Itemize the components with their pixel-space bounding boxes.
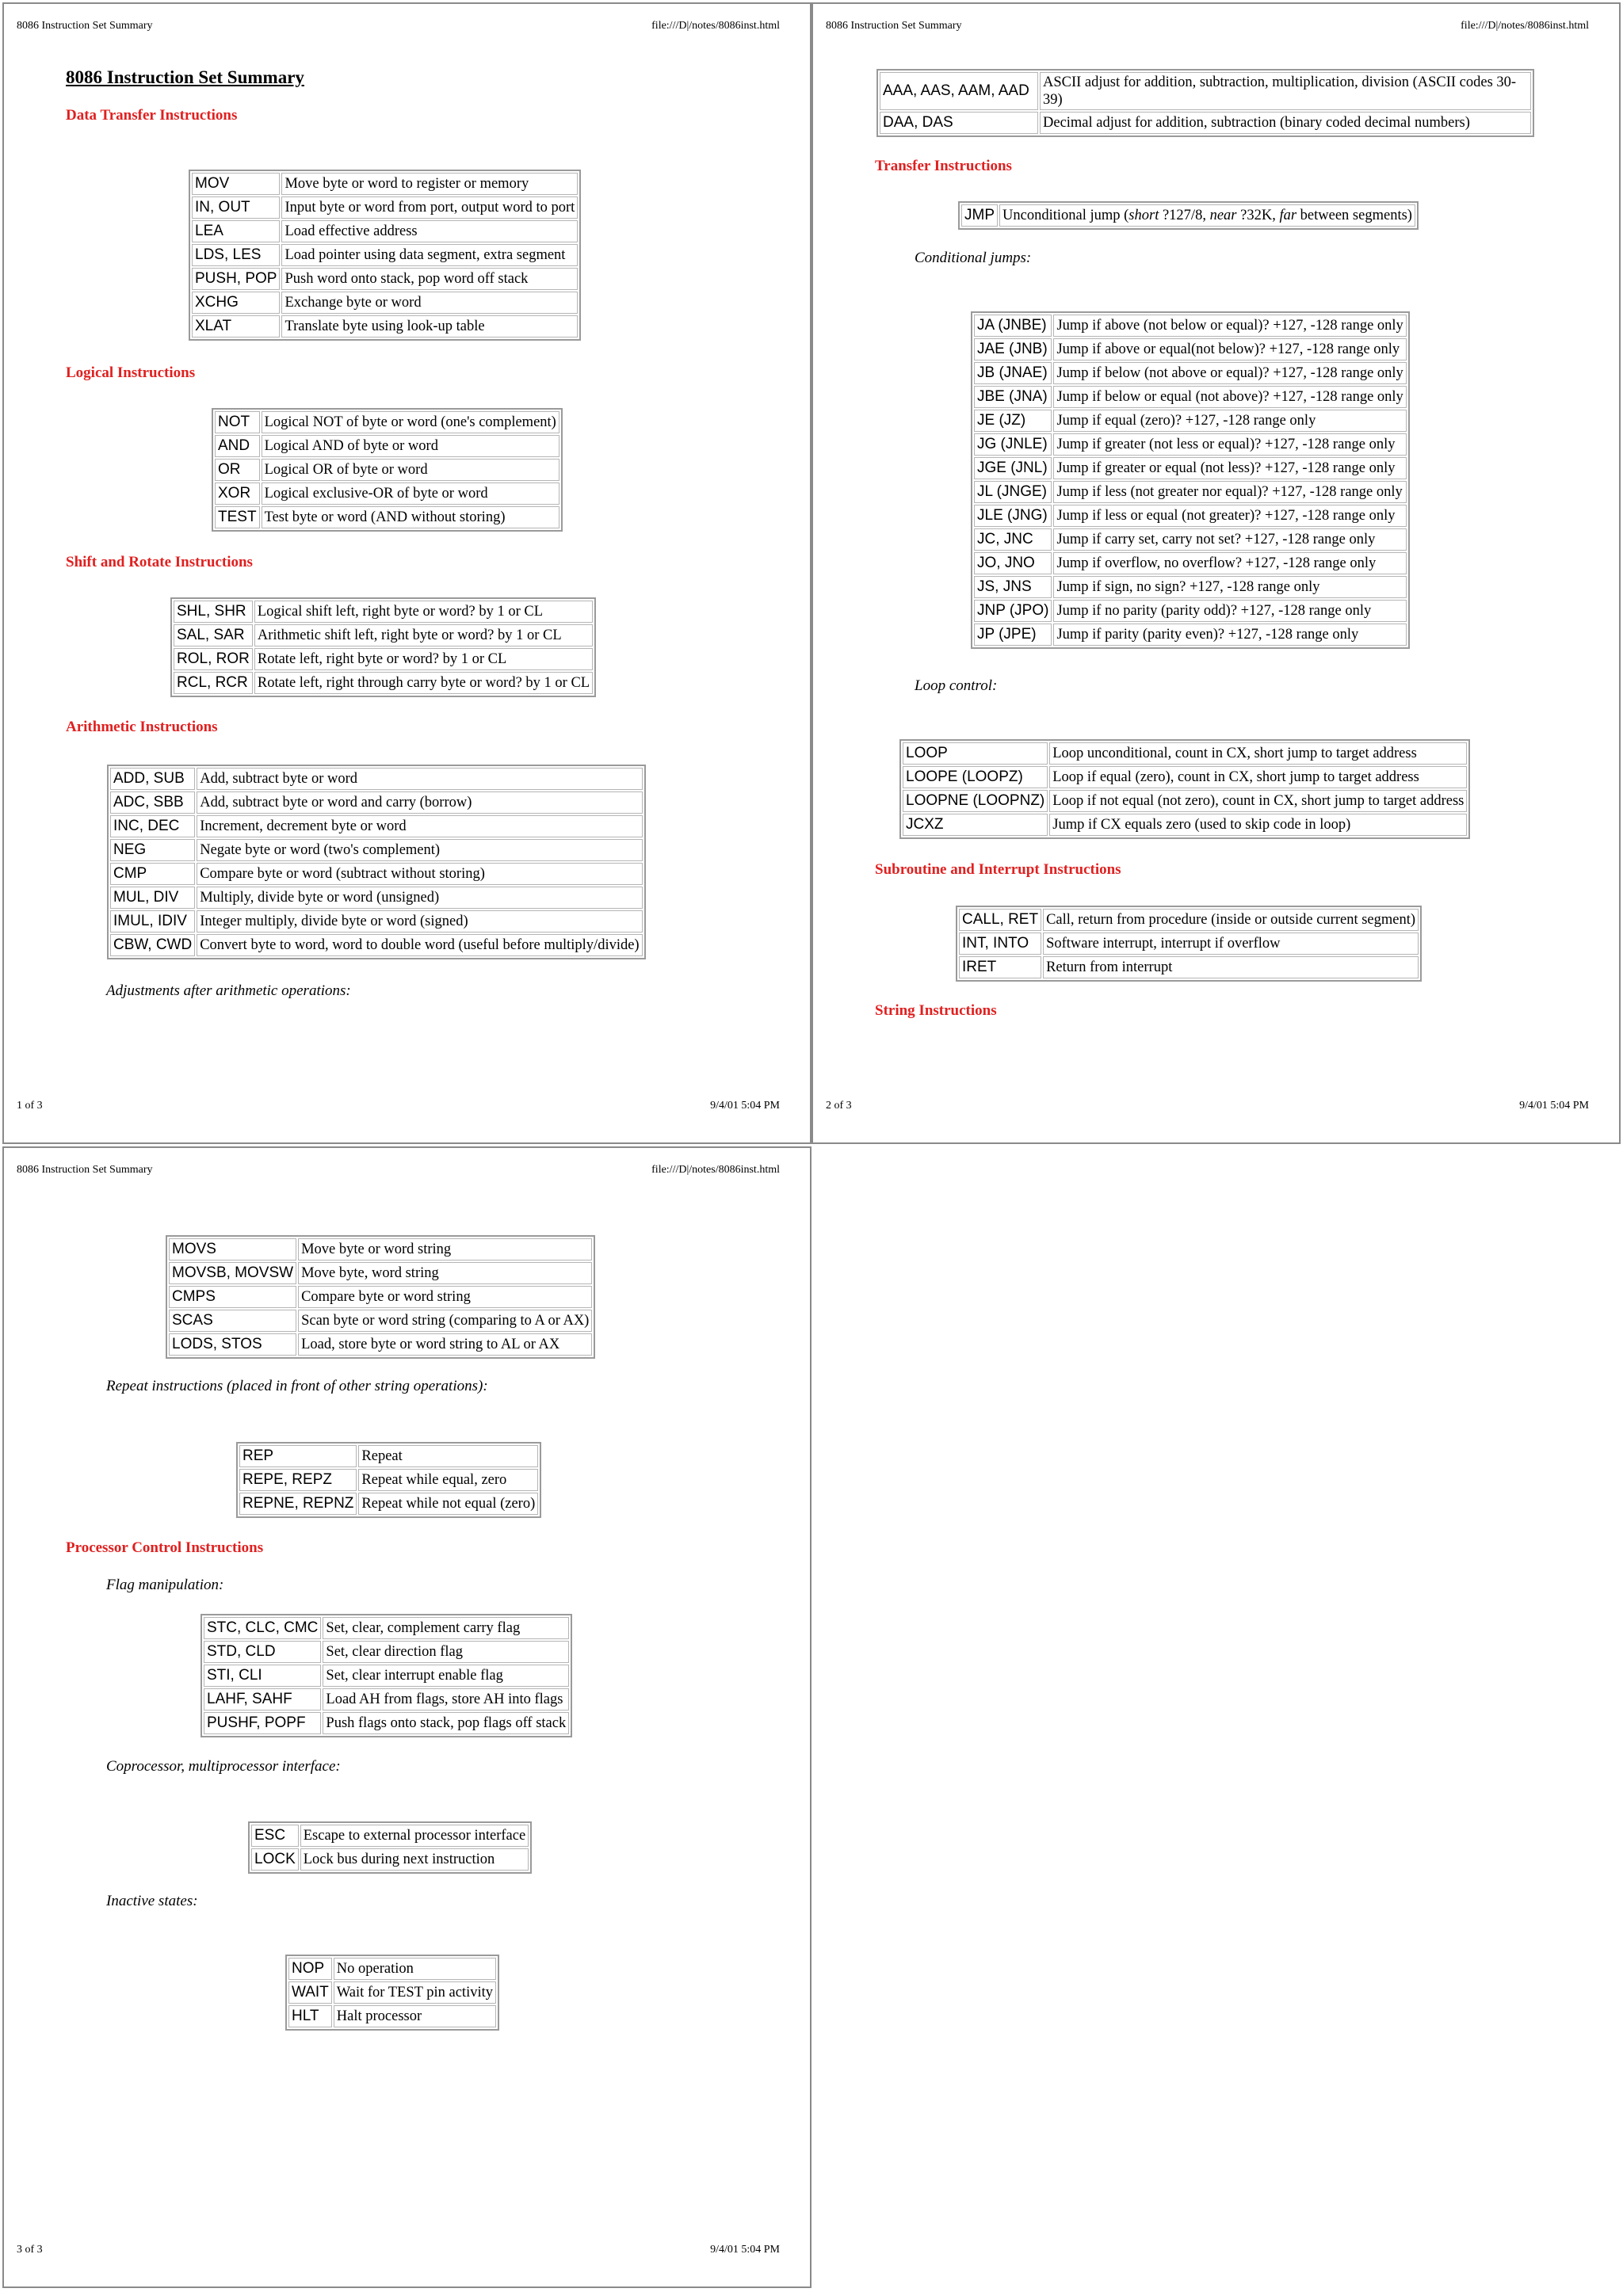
- table-row: [169, 1286, 592, 1308]
- description-cell: Integer multiply, divide byte or word (signed): [197, 910, 642, 933]
- mnemonic-cell: MOVSB, MOVSW: [169, 1262, 296, 1284]
- table-row: [169, 1262, 592, 1284]
- mnemonic-cell: JAE (JNB): [974, 338, 1052, 360]
- adjustments-table: [876, 69, 1534, 137]
- description-cell: Jump if carry set, carry not set? +127, -128 range only: [1053, 528, 1406, 551]
- mnemonic-cell: SHL, SHR: [174, 601, 253, 623]
- subheading-loop: Loop control:: [915, 677, 998, 694]
- mnemonic-cell: INC, DEC: [110, 815, 195, 837]
- jmp-range-near: ?32K,: [1236, 208, 1280, 223]
- subheading-repeat: Repeat instructions (placed in front of other string operations):: [106, 1378, 488, 1394]
- jmp-range-short: ?127/8,: [1159, 208, 1210, 223]
- description-cell: Convert byte to word, word to double word (useful before multiply/divide): [197, 934, 642, 956]
- description-cell: Jump if above or equal(not below)? +127, -128 range only: [1053, 338, 1406, 360]
- mnemonic-cell: JP (JPE): [974, 624, 1052, 646]
- table-row: [903, 790, 1467, 812]
- flag-table: [200, 1614, 572, 1737]
- description-cell: Jump if overflow, no overflow? +127, -128 range only: [1053, 552, 1406, 574]
- mnemonic-cell: PUSH, POP: [192, 268, 280, 290]
- mnemonic-cell: JGE (JNL): [974, 457, 1052, 479]
- table-row: [192, 220, 578, 242]
- table-row: [288, 2005, 496, 2027]
- mnemonic-cell: JG (JNLE): [974, 433, 1052, 456]
- table-row: [174, 601, 593, 623]
- table-row: [192, 292, 578, 314]
- table-row: [959, 956, 1419, 978]
- table-row: [110, 815, 643, 837]
- description-cell: Logical OR of byte or word: [262, 459, 559, 481]
- table-row: [110, 791, 643, 814]
- print-page-3: [2, 1146, 812, 2288]
- description-cell: Rotate left, right through carry byte or word? by 1 or CL: [254, 672, 593, 694]
- section-heading-logical: Logical Instructions: [66, 364, 196, 381]
- description-cell: Load effective address: [281, 220, 578, 242]
- mnemonic-cell: XLAT: [192, 315, 280, 338]
- table-row: [974, 362, 1407, 384]
- mnemonic-cell: JO, JNO: [974, 552, 1052, 574]
- table-row: [110, 768, 643, 790]
- print-page-2: [812, 2, 1621, 1144]
- table-row: [110, 887, 643, 909]
- mnemonic-cell: JCXZ: [903, 814, 1048, 836]
- mnemonic-cell: IN, OUT: [192, 196, 280, 219]
- description-cell: Logical NOT of byte or word (one's complement): [262, 411, 559, 433]
- mnemonic-cell: OR: [215, 459, 260, 481]
- description-cell: ASCII adjust for addition, subtraction, multiplication, division (ASCII codes 30-39): [1040, 72, 1531, 110]
- description-cell: Load pointer using data segment, extra segment: [281, 244, 578, 266]
- mnemonic-cell: MOVS: [169, 1238, 296, 1261]
- mnemonic-cell: CALL, RET: [959, 909, 1041, 931]
- page-number: 1 of 3: [17, 1100, 43, 1112]
- table-row: [959, 909, 1419, 931]
- table-row: [192, 268, 578, 290]
- table-row: [192, 196, 578, 219]
- jmp-desc-post: between segments): [1296, 208, 1412, 223]
- description-cell: Jump if sign, no sign? +127, -128 range only: [1053, 576, 1406, 598]
- description-cell: Loop if not equal (not zero), count in CX, short jump to target address: [1049, 790, 1467, 812]
- description-cell: Logical shift left, right byte or word? by 1 or CL: [254, 601, 593, 623]
- mnemonic-cell: CMP: [110, 863, 195, 885]
- table-row: [974, 600, 1407, 622]
- shift-rotate-table: [170, 597, 596, 697]
- table-row: [110, 863, 643, 885]
- mnemonic-cell: XOR: [215, 482, 260, 505]
- description-cell: Software interrupt, interrupt if overflow: [1043, 933, 1419, 955]
- mnemonic-cell: JC, JNC: [974, 528, 1052, 551]
- mnemonic-cell: LEA: [192, 220, 280, 242]
- jmp-near: near: [1209, 208, 1237, 223]
- page-header-url: file:///D|/notes/8086inst.html: [651, 20, 780, 32]
- jmp-table: [958, 201, 1419, 230]
- subheading-flag: Flag manipulation:: [106, 1577, 224, 1593]
- mnemonic-cell: ROL, ROR: [174, 648, 253, 670]
- mnemonic-cell: JBE (JNA): [974, 386, 1052, 408]
- table-row: [174, 648, 593, 670]
- table-row: [903, 766, 1467, 788]
- description-cell: Multiply, divide byte or word (unsigned): [197, 887, 642, 909]
- table-row: [110, 910, 643, 933]
- inactive-table: [285, 1955, 499, 2031]
- table-row: [174, 672, 593, 694]
- section-heading-processor: Processor Control Instructions: [66, 1539, 264, 1556]
- subheading-coprocessor: Coprocessor, multiprocessor interface:: [106, 1758, 341, 1775]
- table-row: [959, 933, 1419, 955]
- page-header-url: file:///D|/notes/8086inst.html: [1461, 20, 1589, 32]
- table-row: [288, 1981, 496, 2004]
- page-number: 3 of 3: [17, 2244, 43, 2256]
- table-row: [215, 411, 559, 433]
- mnemonic-cell: CMPS: [169, 1286, 296, 1308]
- mnemonic-cell: ADD, SUB: [110, 768, 195, 790]
- table-row: [215, 506, 559, 528]
- table-row: [169, 1333, 592, 1356]
- mnemonic-cell: SCAS: [169, 1310, 296, 1332]
- table-row: [204, 1641, 569, 1663]
- description-cell: Move byte or word to register or memory: [281, 173, 578, 195]
- page-header-url: file:///D|/notes/8086inst.html: [651, 1164, 780, 1176]
- table-row: [192, 244, 578, 266]
- mnemonic-cell: REP: [239, 1445, 357, 1467]
- description-cell: Jump if greater or equal (not less)? +127, -128 range only: [1053, 457, 1406, 479]
- table-row: [215, 459, 559, 481]
- page-number: 2 of 3: [826, 1100, 852, 1112]
- document-title: 8086 Instruction Set Summary: [66, 67, 304, 87]
- description-cell: Add, subtract byte or word: [197, 768, 642, 790]
- table-row: [110, 839, 643, 861]
- description-cell: Push flags onto stack, pop flags off stack: [323, 1712, 569, 1734]
- coprocessor-table: [248, 1821, 532, 1874]
- data-transfer-table: [189, 170, 581, 341]
- mnemonic-cell: STI, CLI: [204, 1665, 321, 1687]
- description-cell: Loop unconditional, count in CX, short jump to target address: [1049, 742, 1467, 765]
- table-row: [239, 1493, 538, 1515]
- table-row: [880, 112, 1531, 134]
- table-row: [215, 482, 559, 505]
- table-row: [204, 1617, 569, 1639]
- description-cell: [999, 204, 1415, 227]
- table-row: [880, 72, 1531, 110]
- section-heading-string: String Instructions: [875, 1002, 997, 1019]
- description-cell: Compare byte or word string: [298, 1286, 592, 1308]
- mnemonic-cell: AAA, AAS, AAM, AAD: [880, 72, 1038, 110]
- table-row: [192, 173, 578, 195]
- description-cell: Call, return from procedure (inside or outside current segment): [1043, 909, 1419, 931]
- description-cell: Decimal adjust for addition, subtraction (binary coded decimal numbers): [1040, 112, 1531, 134]
- table-row: [239, 1469, 538, 1491]
- section-heading-arithmetic: Arithmetic Instructions: [66, 719, 218, 735]
- description-cell: Loop if equal (zero), count in CX, short jump to target address: [1049, 766, 1467, 788]
- mnemonic-cell: STD, CLD: [204, 1641, 321, 1663]
- mnemonic-cell: JE (JZ): [974, 410, 1052, 432]
- mnemonic-cell: STC, CLC, CMC: [204, 1617, 321, 1639]
- description-cell: Exchange byte or word: [281, 292, 578, 314]
- string-table: [166, 1235, 595, 1359]
- table-row: [192, 315, 578, 338]
- description-cell: Add, subtract byte or word and carry (borrow): [197, 791, 642, 814]
- mnemonic-cell: INT, INTO: [959, 933, 1041, 955]
- mnemonic-cell: NEG: [110, 839, 195, 861]
- description-cell: Repeat while equal, zero: [358, 1469, 538, 1491]
- description-cell: Repeat while not equal (zero): [358, 1493, 538, 1515]
- subheading-adjustments: Adjustments after arithmetic operations:: [106, 982, 351, 999]
- table-row: [974, 315, 1407, 337]
- description-cell: Jump if greater (not less or equal)? +127, -128 range only: [1053, 433, 1406, 456]
- section-heading-transfer: Transfer Instructions: [875, 158, 1012, 174]
- table-row: [204, 1712, 569, 1734]
- description-cell: Test byte or word (AND without storing): [262, 506, 559, 528]
- arithmetic-table: [107, 765, 646, 959]
- conditional-jumps-table: [971, 311, 1410, 649]
- mnemonic-cell: NOT: [215, 411, 260, 433]
- mnemonic-cell: DAA, DAS: [880, 112, 1038, 134]
- section-heading-data-transfer: Data Transfer Instructions: [66, 107, 238, 124]
- description-cell: Jump if parity (parity even)? +127, -128 range only: [1053, 624, 1406, 646]
- description-cell: Set, clear, complement carry flag: [323, 1617, 569, 1639]
- description-cell: Logical AND of byte or word: [262, 435, 559, 457]
- subheading-inactive: Inactive states:: [106, 1893, 198, 1909]
- mnemonic-cell: JL (JNGE): [974, 481, 1052, 503]
- table-row: [974, 481, 1407, 503]
- mnemonic-cell: LOOPE (LOOPZ): [903, 766, 1048, 788]
- description-cell: Wait for TEST pin activity: [334, 1981, 496, 2004]
- table-row: [961, 204, 1415, 227]
- mnemonic-cell: JA (JNBE): [974, 315, 1052, 337]
- description-cell: Jump if less or equal (not greater)? +127, -128 range only: [1053, 505, 1406, 527]
- mnemonic-cell: LOOP: [903, 742, 1048, 765]
- table-row: [215, 435, 559, 457]
- loop-control-table: [899, 739, 1470, 839]
- page-header-title: 8086 Instruction Set Summary: [17, 20, 153, 32]
- description-cell: Increment, decrement byte or word: [197, 815, 642, 837]
- mnemonic-cell: RCL, RCR: [174, 672, 253, 694]
- repeat-table: [236, 1442, 541, 1518]
- mnemonic-cell: MUL, DIV: [110, 887, 195, 909]
- description-cell: Repeat: [358, 1445, 538, 1467]
- print-date: 9/4/01 5:04 PM: [1519, 1100, 1589, 1112]
- description-cell: Jump if below (not above or equal)? +127, -128 range only: [1053, 362, 1406, 384]
- mnemonic-cell: ESC: [251, 1825, 299, 1847]
- print-page-1: [2, 2, 812, 1144]
- page-header-title: 8086 Instruction Set Summary: [826, 20, 962, 32]
- description-cell: Rotate left, right byte or word? by 1 or CL: [254, 648, 593, 670]
- table-row: [169, 1310, 592, 1332]
- description-cell: Jump if below or equal (not above)? +127, -128 range only: [1053, 386, 1406, 408]
- table-row: [974, 528, 1407, 551]
- subroutine-table: [956, 906, 1422, 982]
- mnemonic-cell: REPNE, REPNZ: [239, 1493, 357, 1515]
- description-cell: Arithmetic shift left, right byte or word? by 1 or CL: [254, 624, 593, 646]
- table-row: [288, 1958, 496, 1980]
- description-cell: Scan byte or word string (comparing to A or AX): [298, 1310, 592, 1332]
- mnemonic-cell: JS, JNS: [974, 576, 1052, 598]
- jmp-short: short: [1128, 208, 1159, 223]
- description-cell: Load AH from flags, store AH into flags: [323, 1688, 569, 1711]
- table-row: [903, 742, 1467, 765]
- mnemonic-cell: SAL, SAR: [174, 624, 253, 646]
- mnemonic-cell: LAHF, SAHF: [204, 1688, 321, 1711]
- table-row: [974, 386, 1407, 408]
- table-row: [251, 1825, 529, 1847]
- description-cell: Jump if less (not greater nor equal)? +127, -128 range only: [1053, 481, 1406, 503]
- subheading-conditional: Conditional jumps:: [915, 250, 1032, 266]
- mnemonic-cell: ADC, SBB: [110, 791, 195, 814]
- table-row: [239, 1445, 538, 1467]
- description-cell: Set, clear interrupt enable flag: [323, 1665, 569, 1687]
- description-cell: Translate byte using look-up table: [281, 315, 578, 338]
- jmp-far: far: [1279, 208, 1297, 223]
- table-row: [974, 624, 1407, 646]
- mnemonic-cell: XCHG: [192, 292, 280, 314]
- mnemonic-cell: AND: [215, 435, 260, 457]
- table-row: [974, 457, 1407, 479]
- table-row: [974, 338, 1407, 360]
- description-cell: Return from interrupt: [1043, 956, 1419, 978]
- section-heading-subroutine: Subroutine and Interrupt Instructions: [875, 861, 1121, 878]
- mnemonic-cell: JB (JNAE): [974, 362, 1052, 384]
- mnemonic-cell: HLT: [288, 2005, 332, 2027]
- table-row: [110, 934, 643, 956]
- table-row: [974, 576, 1407, 598]
- print-date: 9/4/01 5:04 PM: [710, 1100, 780, 1112]
- mnemonic-cell: JMP: [961, 204, 998, 227]
- mnemonic-cell: JNP (JPO): [974, 600, 1052, 622]
- description-cell: Halt processor: [334, 2005, 496, 2027]
- mnemonic-cell: LOCK: [251, 1848, 299, 1871]
- section-heading-shift-rotate: Shift and Rotate Instructions: [66, 554, 253, 570]
- table-row: [169, 1238, 592, 1261]
- mnemonic-cell: CBW, CWD: [110, 934, 195, 956]
- page-header-title: 8086 Instruction Set Summary: [17, 1164, 153, 1176]
- description-cell: Escape to external processor interface: [300, 1825, 529, 1847]
- mnemonic-cell: IRET: [959, 956, 1041, 978]
- description-cell: Jump if above (not below or equal)? +127, -128 range only: [1053, 315, 1406, 337]
- mnemonic-cell: MOV: [192, 173, 280, 195]
- table-row: [174, 624, 593, 646]
- mnemonic-cell: LDS, LES: [192, 244, 280, 266]
- print-date: 9/4/01 5:04 PM: [710, 2244, 780, 2256]
- description-cell: Move byte or word string: [298, 1238, 592, 1261]
- table-row: [251, 1848, 529, 1871]
- description-cell: Compare byte or word (subtract without storing): [197, 863, 642, 885]
- mnemonic-cell: REPE, REPZ: [239, 1469, 357, 1491]
- description-cell: Jump if no parity (parity odd)? +127, -128 range only: [1053, 600, 1406, 622]
- description-cell: Input byte or word from port, output word to port: [281, 196, 578, 219]
- mnemonic-cell: TEST: [215, 506, 260, 528]
- description-cell: Push word onto stack, pop word off stack: [281, 268, 578, 290]
- description-cell: Set, clear direction flag: [323, 1641, 569, 1663]
- description-cell: Negate byte or word (two's complement): [197, 839, 642, 861]
- table-row: [204, 1688, 569, 1711]
- table-row: [974, 505, 1407, 527]
- table-row: [974, 433, 1407, 456]
- logical-table: [212, 408, 563, 532]
- table-row: [903, 814, 1467, 836]
- description-cell: Move byte, word string: [298, 1262, 592, 1284]
- table-row: [204, 1665, 569, 1687]
- mnemonic-cell: JLE (JNG): [974, 505, 1052, 527]
- mnemonic-cell: LOOPNE (LOOPNZ): [903, 790, 1048, 812]
- description-cell: Load, store byte or word string to AL or AX: [298, 1333, 592, 1356]
- mnemonic-cell: WAIT: [288, 1981, 332, 2004]
- jmp-desc-pre: Unconditional jump (: [1002, 208, 1129, 223]
- description-cell: Logical exclusive-OR of byte or word: [262, 482, 559, 505]
- mnemonic-cell: NOP: [288, 1958, 332, 1980]
- mnemonic-cell: LODS, STOS: [169, 1333, 296, 1356]
- table-row: [974, 410, 1407, 432]
- description-cell: Lock bus during next instruction: [300, 1848, 529, 1871]
- description-cell: Jump if CX equals zero (used to skip code in loop): [1049, 814, 1467, 836]
- mnemonic-cell: PUSHF, POPF: [204, 1712, 321, 1734]
- mnemonic-cell: IMUL, IDIV: [110, 910, 195, 933]
- description-cell: No operation: [334, 1958, 496, 1980]
- table-row: [974, 552, 1407, 574]
- description-cell: Jump if equal (zero)? +127, -128 range only: [1053, 410, 1406, 432]
